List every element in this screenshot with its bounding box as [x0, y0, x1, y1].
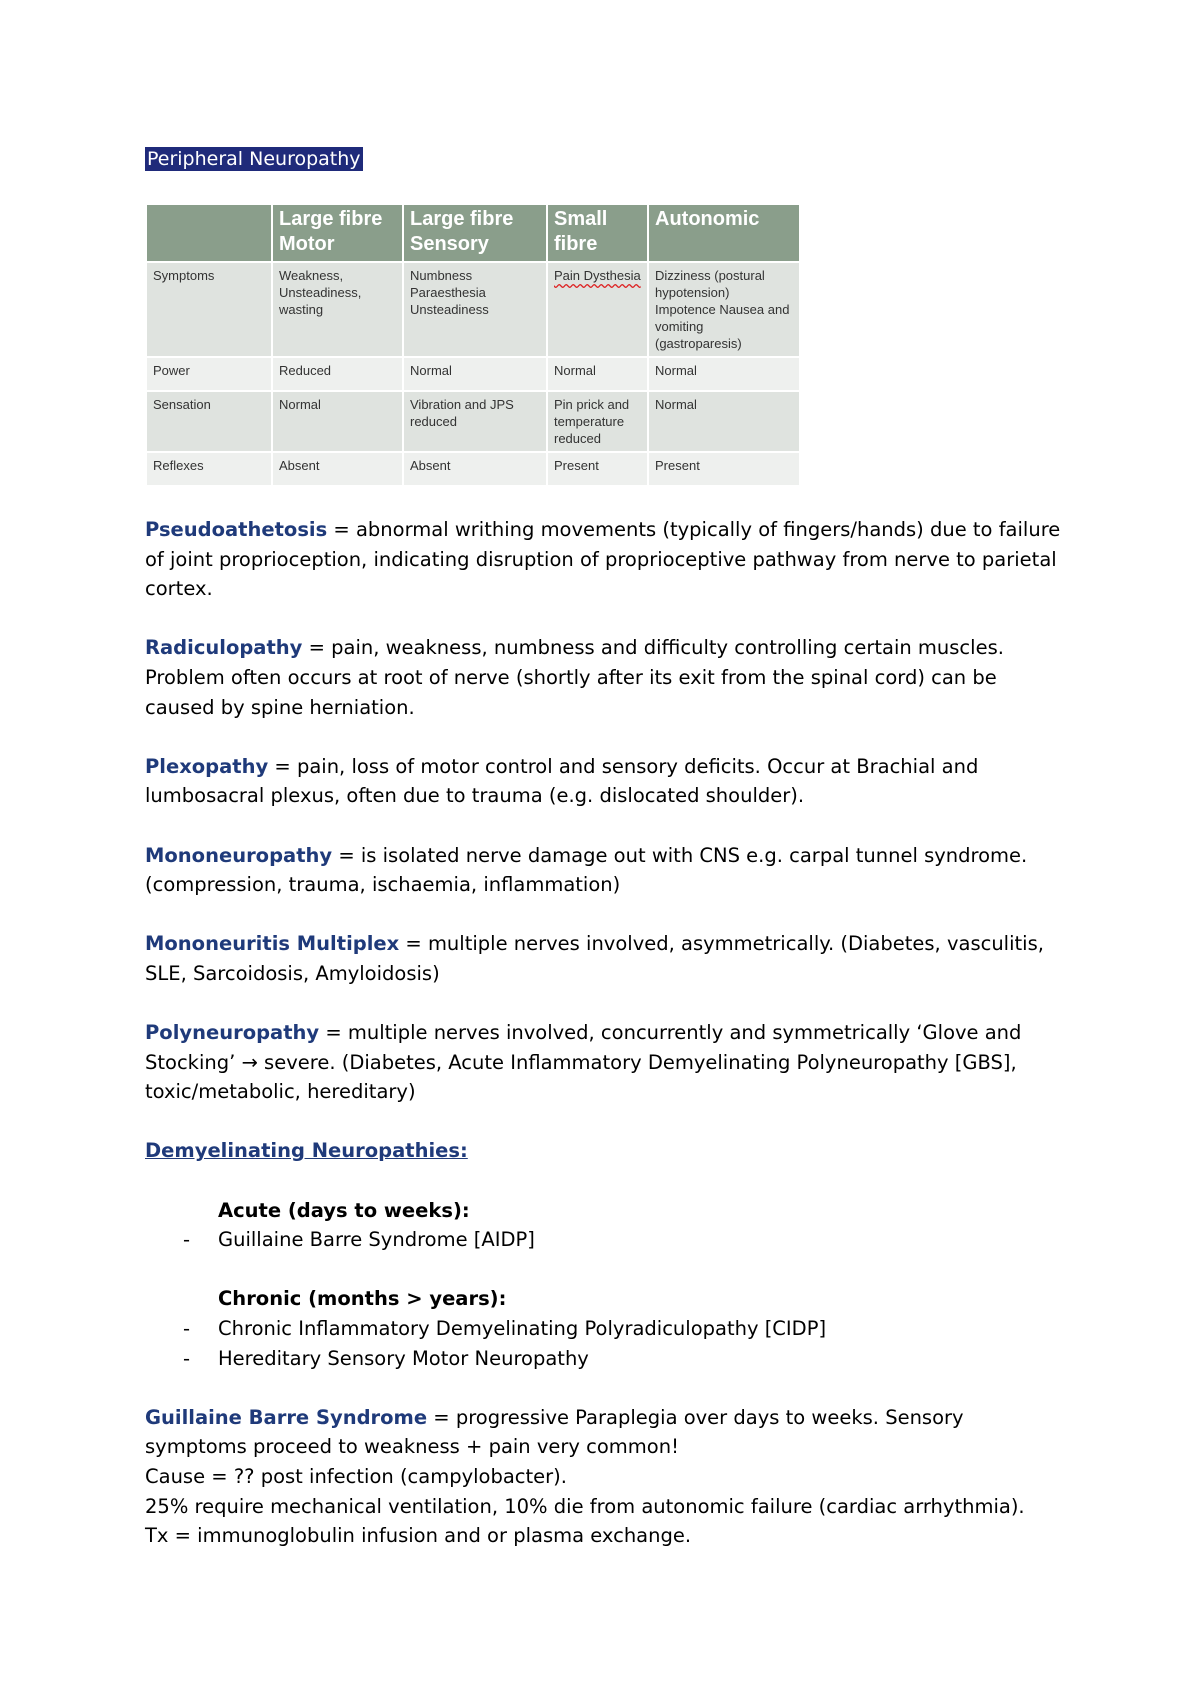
- table-header-cell: [146, 204, 272, 262]
- table-header-row: [146, 204, 800, 262]
- table-cell: Normal: [648, 357, 800, 391]
- table-row: [146, 357, 800, 391]
- definition-term: Mononeuropathy: [145, 843, 333, 867]
- bullet-dash: -: [183, 1317, 191, 1341]
- table-row-label: Reflexes: [146, 452, 272, 486]
- table-cell: Present: [547, 452, 648, 486]
- definition-paragraph: [145, 1018, 1065, 1107]
- definition-text: = multiple nerves involved, concurrently and symmetrically ‘Glove and Stocking’ → severe. (Diabetes, Acute Inflammatory Demyelinating Polyneuropathy [GBS], toxic/metabolic, hereditary): [145, 1021, 1022, 1104]
- gbs-line: Tx = immunoglobulin infusion and or plasma exchange.: [145, 1524, 692, 1548]
- gbs-paragraph: [145, 1403, 1065, 1551]
- table-row-label: Power: [146, 357, 272, 391]
- chronic-heading: Chronic (months > years):: [218, 1287, 507, 1311]
- definition-paragraph: [145, 515, 1065, 604]
- definition-term: Plexopathy: [145, 754, 269, 778]
- list-item-text: Guillaine Barre Syndrome [AIDP]: [218, 1228, 535, 1252]
- table-cell: Normal: [272, 391, 403, 452]
- definition-term: Polyneuropathy: [145, 1021, 320, 1045]
- definition-paragraph: [145, 633, 1065, 722]
- table-row: [146, 262, 800, 357]
- gbs-line: 25% require mechanical ventilation, 10% die from autonomic failure (cardiac arrhythmia).: [145, 1494, 1025, 1518]
- table-row-label: Sensation: [146, 391, 272, 452]
- definition-term: Mononeuritis Multiplex: [145, 932, 400, 956]
- table-cell: Dizziness (postural hypotension) Impotence Nausea and vomiting (gastroparesis): [648, 262, 800, 357]
- list-item-text: Hereditary Sensory Motor Neuropathy: [218, 1346, 589, 1370]
- definition-text: = is isolated nerve damage out with CNS e.g. carpal tunnel syndrome. (compression, trauma, ischaemia, inflammation): [145, 843, 1028, 897]
- acute-heading: Acute (days to weeks):: [218, 1198, 470, 1222]
- table-cell-text: Pain Dysthesia: [554, 268, 641, 283]
- neuropathy-table: [145, 203, 801, 487]
- definition-term: Pseudoathetosis: [145, 518, 328, 541]
- section-heading: [145, 1136, 1065, 1166]
- table-cell: Reduced: [272, 357, 403, 391]
- gbs-line: Cause = ?? post infection (campylobacter).: [145, 1465, 567, 1488]
- definition-term: Radiculopathy: [145, 636, 303, 660]
- list-item: [145, 1225, 1065, 1255]
- definition-paragraph: [145, 929, 1065, 988]
- list-item: [145, 1314, 1065, 1344]
- page-title: Peripheral Neuropathy: [147, 148, 361, 170]
- table-header-cell: Autonomic: [648, 204, 800, 262]
- table-cell: Pin prick and temperature reduced: [547, 391, 648, 452]
- document-body: [145, 515, 1065, 1551]
- demyelinating-heading: Demyelinating Neuropathies:: [145, 1139, 468, 1163]
- table-cell: Normal: [547, 357, 648, 391]
- definition-text: = abnormal writhing movements (typically of fingers/hands) due to failure of joint proprioception, indicating disruption of proprioceptive pathway from nerve to parietal cortex.: [145, 518, 1061, 601]
- definition-paragraph: [145, 752, 1065, 811]
- table-header-cell: Small fibre: [547, 204, 648, 262]
- gbs-term: Guillaine Barre Syndrome: [145, 1405, 428, 1429]
- table-cell: Absent: [272, 452, 403, 486]
- table-cell: Absent: [403, 452, 547, 486]
- table-cell: Vibration and JPS reduced: [403, 391, 547, 452]
- table-cell: Weakness, Unsteadiness, wasting: [272, 262, 403, 357]
- list-item-text: Chronic Inflammatory Demyelinating Polyradiculopathy [CIDP]: [218, 1317, 827, 1341]
- table-cell: Present: [648, 452, 800, 486]
- table-header-cell: Large fibre Sensory: [403, 204, 547, 262]
- table-row: [146, 452, 800, 486]
- definition-paragraph: [145, 841, 1065, 900]
- list-item: [145, 1344, 1065, 1374]
- gbs-text: = progressive Paraplegia over days to weeks. Sensory symptoms proceed to weakness + pain very common!: [145, 1405, 964, 1459]
- definition-text: = pain, weakness, numbness and difficulty controlling certain muscles. Problem often occurs at root of nerve (shortly after its exit from the spinal cord) can be caused by spine herniation.: [145, 636, 1004, 719]
- table-cell: Normal: [403, 357, 547, 391]
- table-header-cell: Large fibre Motor: [272, 204, 403, 262]
- table-row: [146, 391, 800, 452]
- definition-text: = multiple nerves involved, asymmetrically. (Diabetes, vasculitis, SLE, Sarcoidosis, Amyloidosis): [145, 932, 1044, 985]
- definition-text: = pain, loss of motor control and sensory deficits. Occur at Brachial and lumbosacral plexus, often due to trauma (e.g. dislocated shoulder).: [145, 754, 979, 808]
- table-cell: [547, 262, 648, 357]
- table-cell: Numbness Paraesthesia Unsteadiness: [403, 262, 547, 357]
- bullet-dash: -: [183, 1346, 191, 1370]
- table-cell: Normal: [648, 391, 800, 452]
- table-row-label: Symptoms: [146, 262, 272, 357]
- bullet-dash: -: [183, 1228, 191, 1252]
